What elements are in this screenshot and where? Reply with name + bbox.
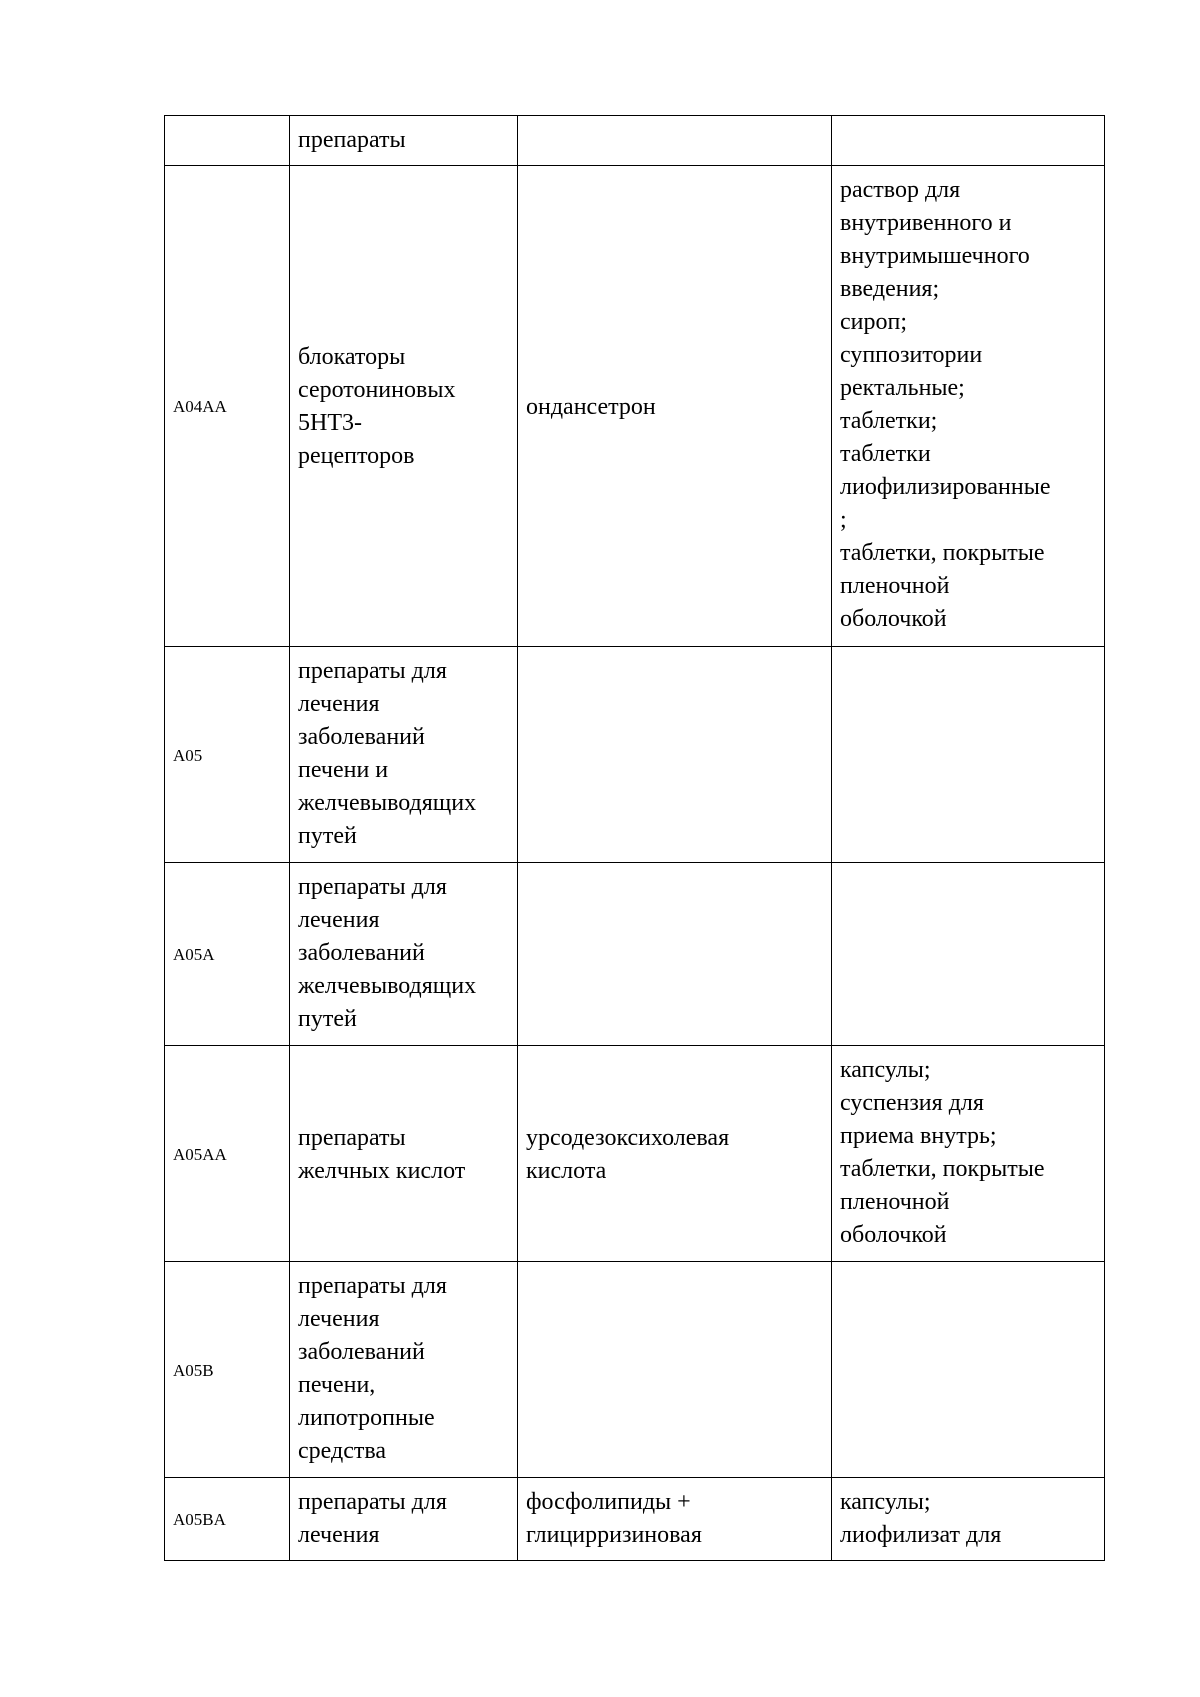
dosage-form-line: таблетки, покрытые [840,1156,1045,1182]
dosage-forms-cell [832,166,1105,647]
dosage-forms-cell [832,1478,1105,1561]
atc-code: A05A [173,945,215,964]
dosage-form-line: сироп; [840,309,908,335]
group-text-line: липотропные [298,1405,435,1431]
dosage-form-line: ; [840,507,847,533]
drug-cell [518,647,832,863]
dosage-form-line: суспензия для [840,1090,984,1116]
group-cell [290,1046,518,1262]
drug-name-line: ондансетрон [526,393,656,420]
table-row [165,863,1105,1046]
dosage-forms-cell [832,116,1105,166]
dosage-form-line: суппозитории [840,342,983,368]
table-row [165,116,1105,166]
group-text-line: средства [298,1438,387,1464]
group-text-line: препараты для [298,874,447,900]
dosage-form-line: введения; [840,276,940,302]
group-text-line: заболеваний [298,940,425,966]
atc-code: A05AA [173,1144,227,1164]
atc-code: A05 [173,745,203,765]
dosage-forms-cell [832,1046,1105,1262]
drug-cell [518,116,832,166]
group-text-line: лечения [298,691,380,717]
table-row [165,1046,1105,1262]
drug-name-line: фосфолипиды + [526,1489,691,1515]
group-cell [290,116,518,166]
drug-classification-table [164,115,1105,1561]
atc-code: A05BA [173,1510,226,1529]
table-row [165,1262,1105,1478]
atc-code-cell [165,1262,290,1478]
drug-cell [518,1046,832,1262]
group-text-line: печени и [298,757,389,783]
group-text-line: препараты для [298,658,447,684]
drug-cell [518,1478,832,1561]
group-text-line: препараты [298,127,406,153]
group-text-line: лечения [298,1522,380,1548]
atc-code-cell [165,647,290,863]
group-text-line: препараты для [298,1273,447,1299]
group-text-line: заболеваний [298,1339,425,1365]
dosage-form-line: капсулы; [840,1489,931,1515]
dosage-form-line: капсулы; [840,1057,931,1083]
group-text-line: заболеваний [298,724,425,750]
drug-cell [518,166,832,647]
drug-name-line: кислота [526,1157,607,1184]
drug-name-line: урсодезоксихолевая [526,1124,730,1151]
group-text-line: препараты [298,1124,406,1151]
group-text-line: лечения [298,1306,380,1332]
dosage-form-line: приема внутрь; [840,1123,997,1149]
dosage-form-line: внутримышечного [840,243,1030,269]
dosage-form-line: таблетки; [840,408,938,434]
dosage-forms-cell [832,647,1105,863]
group-cell [290,863,518,1046]
group-cell [290,1478,518,1561]
atc-code-cell [165,863,290,1046]
group-text-line: лечения [298,907,380,933]
group-cell [290,1262,518,1478]
dosage-form-line: раствор для [840,177,961,203]
dosage-form-line: оболочкой [840,606,947,632]
group-text-line: путей [298,1006,357,1032]
table-row [165,1478,1105,1561]
drug-cell [518,1262,832,1478]
drug-name-line: глицирризиновая [526,1522,702,1548]
group-text-line: желчевыводящих [298,973,477,999]
group-text-line: серотониновых [298,377,456,403]
atc-code-cell [165,1478,290,1561]
table-body [165,116,1105,1561]
dosage-form-line: лиофилизат для [840,1522,1002,1548]
dosage-form-line: лиофилизированные [840,474,1051,500]
drug-cell [518,863,832,1046]
table-row [165,647,1105,863]
atc-code: A05B [173,1360,214,1380]
atc-code-cell [165,1046,290,1262]
group-text-line: желчных кислот [298,1157,466,1184]
group-text-line: препараты для [298,1489,447,1515]
group-text-line: печени, [298,1372,376,1398]
group-text-line: желчевыводящих [298,790,477,816]
group-cell [290,647,518,863]
dosage-form-line: оболочкой [840,1222,947,1248]
atc-code: A04AA [173,397,227,416]
atc-code-cell [165,166,290,647]
group-text-line: блокаторы [298,344,406,370]
atc-code-cell [165,116,290,166]
group-text-line: 5HT3- [298,410,362,436]
dosage-form-line: таблетки [840,441,931,467]
dosage-form-line: внутривенного и [840,210,1012,236]
group-text-line: рецепторов [298,443,415,469]
dosage-forms-cell [832,1262,1105,1478]
table-row [165,166,1105,647]
dosage-form-line: ректальные; [840,375,965,401]
dosage-form-line: пленочной [840,1189,950,1215]
group-text-line: путей [298,823,357,849]
dosage-form-line: пленочной [840,573,950,599]
dosage-form-line: таблетки, покрытые [840,540,1045,566]
group-cell [290,166,518,647]
dosage-forms-cell [832,863,1105,1046]
